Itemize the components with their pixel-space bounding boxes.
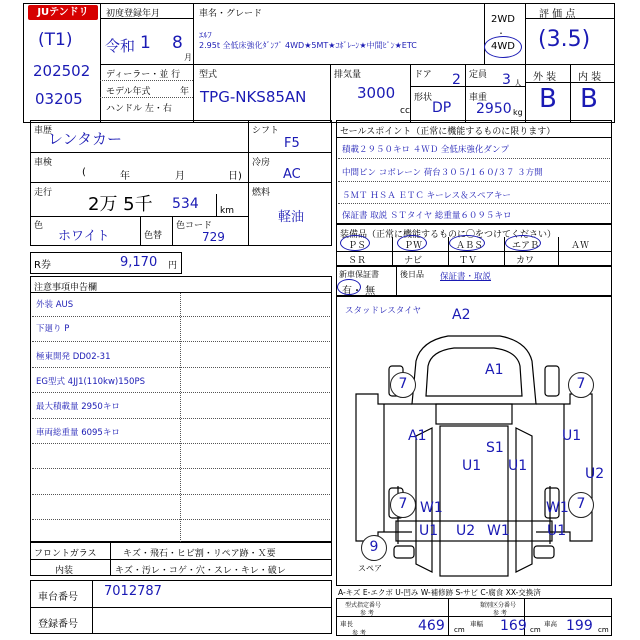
- color-code: 729: [202, 230, 225, 244]
- shift-value: F5: [284, 136, 300, 151]
- damage-mark: 7: [390, 372, 416, 398]
- ac-value: AC: [283, 167, 301, 182]
- length-unit: cm: [454, 626, 465, 634]
- note-line: 外装 AUS: [36, 300, 74, 310]
- equipment-sr: ＳＲ: [348, 256, 367, 266]
- damage-mark: U1: [508, 458, 528, 474]
- weight-label: 車重: [469, 93, 488, 103]
- inspection-label: 車検: [34, 158, 53, 168]
- interior-row-label: 内装: [55, 566, 74, 576]
- damage-mark: U2: [456, 523, 476, 539]
- damage-mark: A2: [452, 307, 471, 323]
- weight: 2950: [476, 101, 512, 117]
- drive-dot: ・: [497, 29, 505, 38]
- registration-year: 1: [140, 33, 151, 53]
- recycle-amount: 9,170: [120, 255, 158, 270]
- drive-4wd: 4WD: [491, 41, 515, 52]
- damage-mark: U1: [562, 428, 582, 444]
- height-unit: cm: [598, 626, 609, 634]
- inspection-month: 月: [175, 171, 185, 182]
- dealer-label: ディーラー・並 行: [106, 70, 181, 80]
- damage-mark: W1: [546, 500, 569, 516]
- drive-4wd-circle: [484, 36, 522, 58]
- length-ref: 参 考: [352, 630, 366, 637]
- sales-point-line: ５ＭＴ ＨＳＡ ＥＴＣ キーレス＆スペアキー: [342, 191, 511, 201]
- note-line: 最大積載量 2950キロ: [36, 402, 120, 412]
- inspection-year: 年: [120, 171, 130, 182]
- model-year-label: モデル年式: [106, 87, 151, 97]
- weight-unit: kg: [513, 108, 523, 117]
- shape: DP: [432, 100, 452, 116]
- equipment-leather: カワ: [516, 256, 535, 266]
- length-label: 車長: [340, 620, 353, 628]
- fuel-label: 燃料: [252, 188, 271, 198]
- lot-date: 202502: [33, 62, 91, 80]
- type-cert-label: 型式指定番号: [345, 602, 382, 609]
- damage-mark: U1: [462, 458, 482, 474]
- note-line: 下廻り P: [36, 324, 70, 334]
- equipment-navi: ナビ: [404, 256, 423, 266]
- equipment-pw: ＰＷ: [404, 241, 423, 251]
- exterior-grade: B: [539, 84, 557, 114]
- color-code-label: 色コード: [176, 221, 213, 231]
- width-unit: cm: [530, 626, 541, 634]
- damage-mark: S1: [486, 440, 504, 456]
- doors: 2: [452, 72, 461, 88]
- length-value: 469: [418, 618, 445, 634]
- exterior-label: 外 装: [533, 72, 557, 83]
- damage-mark: W1: [487, 523, 510, 539]
- equipment-pw-circle: [397, 235, 427, 251]
- shape-label: 形状: [414, 93, 433, 103]
- damage-mark: A1: [485, 362, 504, 378]
- tire-label: スタッドレスタイヤ: [345, 306, 422, 316]
- era-code: (T1): [38, 30, 73, 50]
- doors-label: ドア: [414, 70, 432, 80]
- docs-label: 後日品: [400, 270, 424, 279]
- docs-value: 保証書・取説: [440, 272, 492, 282]
- evaluation-score: (3.5): [538, 27, 591, 52]
- warranty-label: 新車保証書: [339, 270, 379, 279]
- capacity: 3: [502, 72, 511, 88]
- type-cert-ref: 参 考: [360, 610, 374, 617]
- sales-point-line: 積載２９５０キロ ４ＷＤ 全低床強化ダンプ: [342, 145, 509, 155]
- sales-points-label: セールスポイント（正常に機能するものに限ります）: [340, 127, 556, 137]
- lot-number: 03205: [35, 90, 83, 108]
- reg-no-label: 登録番号: [38, 619, 78, 630]
- color-label: 色: [34, 221, 44, 231]
- warranty-value: 有・ 無: [342, 286, 376, 297]
- capacity-unit: 人: [514, 79, 522, 88]
- equipment-abs-circle: [449, 235, 485, 251]
- notes-label: 注意事項申告欄: [34, 283, 98, 293]
- equipment-abs: ＡＢＳ: [456, 241, 484, 251]
- inspection-open: (: [82, 167, 86, 178]
- fuel-value: 軽油: [278, 210, 305, 225]
- width-value: 169: [500, 618, 527, 634]
- mileage-value: 2万 5千: [88, 194, 153, 215]
- windshield-label: フロントガラス: [34, 549, 97, 559]
- evaluation-label: 評 価 点: [539, 9, 576, 20]
- chassis-number: 7012787: [104, 584, 162, 599]
- vehicle-name: ｴﾙﾌ: [199, 31, 212, 41]
- damage-mark: 9: [361, 535, 387, 561]
- damage-mark: U1: [547, 523, 567, 539]
- class-ref: 参 考: [493, 610, 507, 617]
- history-label: 車歴: [34, 126, 53, 136]
- class-label: 類別区分番号: [480, 602, 517, 609]
- recycle-label: R券: [34, 260, 51, 271]
- handle-label: ハンドル 左・右: [106, 104, 172, 114]
- warranty-yes-circle: [337, 279, 361, 295]
- displacement: 3000: [357, 84, 396, 102]
- registration-month: 8: [172, 33, 183, 53]
- vehicle-type: TPG-NKS85AN: [200, 88, 307, 106]
- capacity-label: 定員: [469, 70, 488, 80]
- registration-label: 初度登録年月: [106, 9, 161, 19]
- type-label: 型式: [199, 70, 218, 80]
- windshield-value: キズ・飛石・ヒビ割・リペア跡・Ｘ要: [123, 549, 276, 559]
- sales-point-line: 保証書 取説 ＳＴタイヤ 総重量６０９５キロ: [342, 211, 512, 221]
- damage-mark: 7: [390, 492, 416, 518]
- mileage-unit: km: [220, 206, 234, 216]
- equipment-tv: ＴＶ: [459, 256, 478, 266]
- spare-label: スペア: [358, 564, 382, 573]
- recycle-unit: 円: [168, 261, 178, 271]
- sales-point-line: 中間ピン コボレーン 荷台３０５/１６０/３７ ３方開: [342, 168, 543, 178]
- mileage-rest: 534: [172, 196, 199, 212]
- equipment-ps-circle: [340, 235, 370, 251]
- damage-mark: U1: [419, 523, 439, 539]
- equipment-airbag: エアＢ: [512, 241, 540, 251]
- damage-legend: A-キズ E-エクボ U-凹み W-補修跡 S-サビ C-腐食 XX-交換済: [338, 588, 541, 597]
- damage-mark: 7: [568, 492, 594, 518]
- damage-mark: U2: [585, 466, 605, 482]
- width-label: 車幅: [470, 620, 483, 628]
- damage-mark: 7: [568, 372, 594, 398]
- registration-era: 令和: [105, 37, 136, 55]
- ac-label: 冷房: [252, 158, 271, 168]
- model-year-unit: 年: [180, 87, 190, 97]
- mileage-label: 走行: [34, 188, 53, 198]
- month-unit: 月: [184, 53, 192, 62]
- drive-2wd: 2WD: [491, 14, 515, 25]
- equipment-aw: ＡＷ: [571, 241, 590, 251]
- chassis-label: 車台番号: [38, 592, 78, 603]
- vehicle-grade: 2.95t 全低床強化ﾀﾞﾝﾌﾟ 4WD★5MT★ｺﾎﾞﾚｰﾝ★中間ﾋﾟﾝ★ETC: [199, 41, 417, 50]
- vehicle-name-label: 車名・グレード: [199, 9, 263, 19]
- height-label: 車高: [544, 620, 557, 628]
- damage-mark: W1: [420, 500, 443, 516]
- shift-label: シフト: [252, 126, 280, 136]
- interior-label: 内 装: [578, 72, 602, 83]
- equipment-airbag-circle: [505, 235, 541, 251]
- history-value: レンタカー: [48, 130, 123, 148]
- interior-row-value: キズ・汚レ・コゲ・穴・スレ・キレ・破レ: [115, 566, 286, 576]
- equipment-ps: ＰＳ: [348, 241, 367, 251]
- color-change-label: 色替: [144, 231, 163, 241]
- note-line: EG型式 4JJ1(110kw)150PS: [36, 377, 145, 387]
- inspection-day: 日): [228, 171, 242, 182]
- note-line: 極東開発 DD02-31: [36, 352, 111, 362]
- note-line: 車両総重量 6095キロ: [36, 428, 120, 438]
- displacement-unit: cc: [400, 106, 410, 116]
- damage-mark: A1: [408, 428, 427, 444]
- displacement-label: 排気量: [334, 70, 362, 80]
- height-value: 199: [566, 618, 593, 634]
- interior-grade: B: [580, 84, 598, 114]
- color-value: ホワイト: [58, 229, 110, 244]
- logo: JUテンドリ: [28, 5, 98, 20]
- equipment-label: 装備品（正常に機能するものに〇をつけてください）: [340, 230, 557, 240]
